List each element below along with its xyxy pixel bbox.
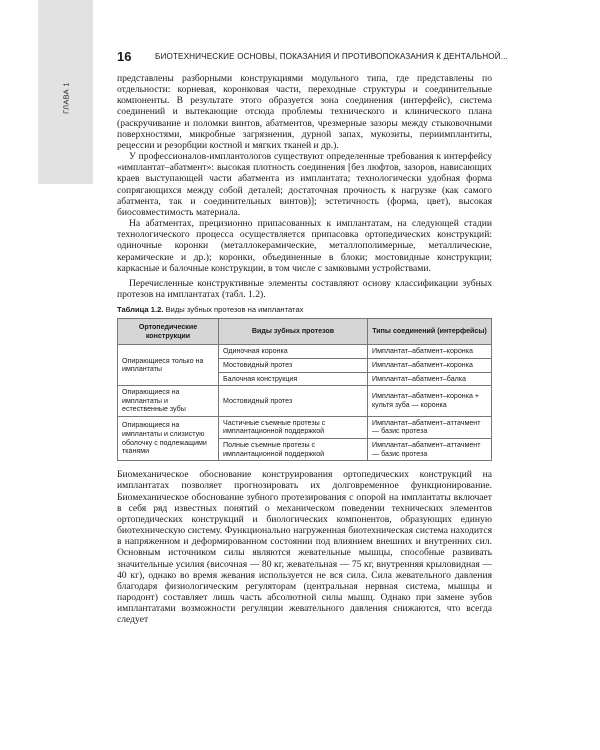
page-body <box>117 73 492 625</box>
table-cell: Частичные съемные протезы с имплантационной поддержкой <box>219 416 368 438</box>
table-category-cell: Опирающиеся на имплантаты и естественные зубы <box>118 386 219 417</box>
body-paragraph-3: На абатментах, прецизионно припасованных к имплантатам, на следующей стадии технологического процесса осуществляется припасовка ортопедических конструкций: одиночные коронки (металлокерамические, металлополимерные, металлические, керамические и др.); коронки, объединенные в блоки; мостовидные конструкции; каркасные и балочные конструкции, в том числе с замковыми устройствами. <box>117 218 492 274</box>
table-spacer <box>117 461 492 469</box>
page-number: 16 <box>117 49 132 64</box>
table-row <box>118 345 492 359</box>
body-paragraph-1: представлены разборными конструкциями модульного типа, где представлены по отдельности: корневая, коронковая части, переходные структуры и соединительные компоненты. В результате этого образуется зона соединения (интерфейс), система соединений и вытекающие отсюда проблемы технического и клинического плана (раскручивание и поломки винтов, абатментов, чрезмерные зазоры между стыковочными поверхностями, микробные загрязнения, дурной запах, мукозиты, периимплантиты, рецессии и резорбции костной и мягких тканей и др.). <box>117 73 492 151</box>
table-cell: Полные съемные протезы с имплантационной поддержкой <box>219 439 368 461</box>
body-paragraph-2: У профессионалов-имплантологов существуют определенные требования к интерфейсу «имплантат–абатмент»: высокая плотность соединения [без люфтов, зазоров, нависающих краев выступающей части абатмента из имплантата; технологически удобная форма сопрягающихся между собой деталей; достаточная прочность к нагрузке (как самого абатмента, так и соединительных винтов)]; эстетичность (форма, цвет), высокая биосовместимость материала. <box>117 151 492 218</box>
table-caption-label: Таблица 1.2. <box>117 305 164 315</box>
table-cell: Имплантат–абатмент–аттачмент — базис протеза <box>368 439 492 461</box>
table-caption <box>117 305 492 314</box>
table-cell: Имплантат–абатмент–коронка + культя зуба — коронка <box>368 386 492 417</box>
table-cell: Имплантат–абатмент–балка <box>368 372 492 386</box>
body-paragraph-4: Перечисленные конструктивные элементы составляют основу классификации зубных протезов на имплантатах (табл. 1.2). <box>117 277 492 300</box>
table-category-cell: Опирающиеся на имплантаты и слизистую оболочку с подлежащими тканями <box>118 416 219 460</box>
table-cell: Балочная конструкция <box>219 372 368 386</box>
closing-paragraph: Биомеханическое обоснование конструирования ортопедических конструкций на имплантатах позволяет прогнозировать их долговременное функционирование. Биомеханическое обоснование зубного протезирования с опорой на имплантаты включает в себя ряд известных понятий о механическом поведении технических элементов ортопедических конструкций и биологических компонентов, образующих единую биотехническую систему. Функционально нагруженная биотехническая система находится в напряженном и деформированном состоянии под влиянием внешних и внутренних сил. Основным источником силы являются жевательные мышцы, способные развивать значительные усилия (височная — 80 кг, жевательная — 75 кг, внутренняя крыловидная — 40 кг), однако во время жевания используется не вся сила. Сила жевательного давления благодаря физиологическим регуляторам (центральная нервная система, мышцы и пародонт) составляет лишь часть абсолютной силы мышц. Однако при замене зубов имплантатами возможности регуляции жевательного давления снижаются, что всегда следует <box>117 469 492 626</box>
table-caption-text: Виды зубных протезов на имплантатах <box>165 305 304 315</box>
table-cell: Мостовидный протез <box>219 358 368 372</box>
running-title: БИОТЕХНИЧЕСКИЕ ОСНОВЫ, ПОКАЗАНИЯ И ПРОТИВОПОКАЗАНИЯ К ДЕНТАЛЬНОЙ... <box>155 52 508 61</box>
table-header-cell: Типы соединений (интерфейсы) <box>368 319 492 345</box>
table-row <box>118 416 492 438</box>
table-header-row <box>118 319 492 345</box>
table-category-cell: Опирающиеся только на имплантаты <box>118 345 219 386</box>
prosthesis-types-table <box>117 318 492 461</box>
table-header-cell: Ортопедические конструкции <box>118 319 219 345</box>
table-cell: Имплантат–абатмент–аттачмент — базис протеза <box>368 416 492 438</box>
table-row <box>118 386 492 417</box>
table-cell: Одиночная коронка <box>219 345 368 359</box>
table-cell: Имплантат–абатмент–коронка <box>368 345 492 359</box>
table-cell: Имплантат–абатмент–коронка <box>368 358 492 372</box>
table-header-cell: Виды зубных протезов <box>219 319 368 345</box>
chapter-label: ГЛАВА 1 <box>61 82 71 114</box>
table-cell: Мостовидный протез <box>219 386 368 417</box>
running-header <box>117 49 508 64</box>
